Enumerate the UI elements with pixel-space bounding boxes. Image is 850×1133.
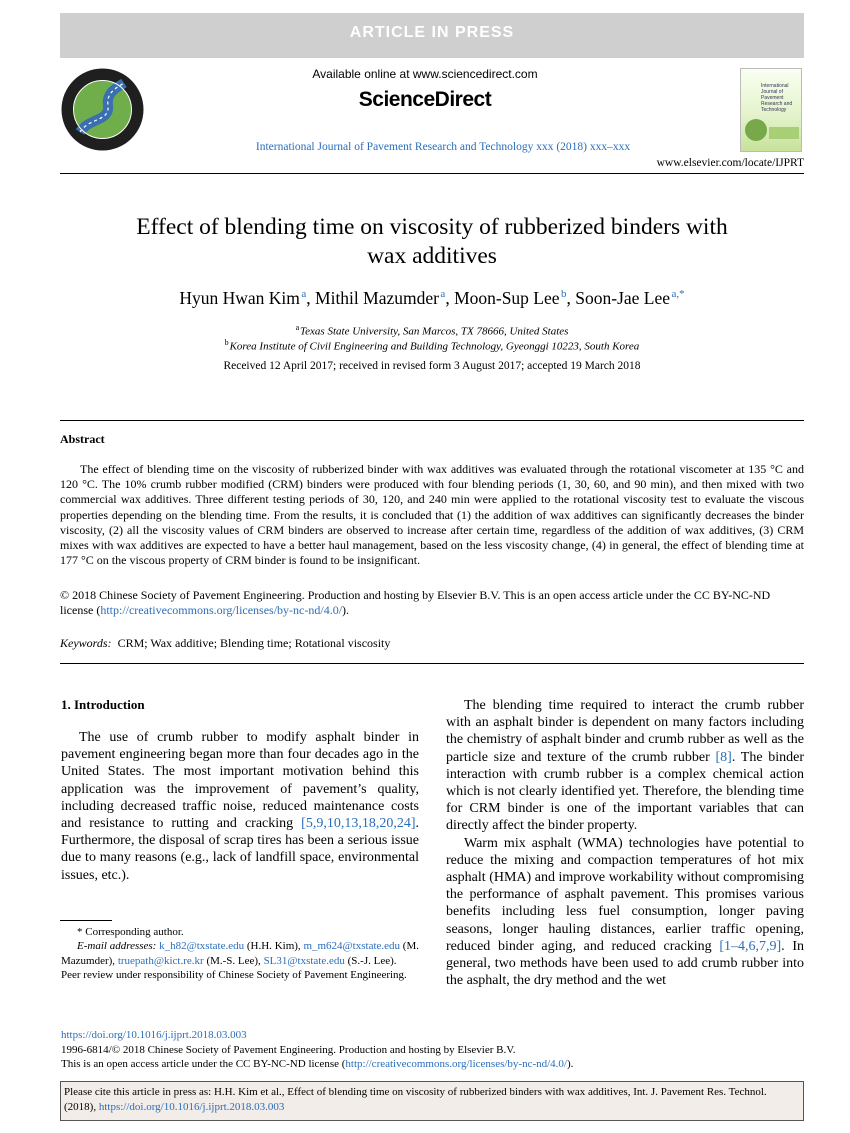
affil-sup: a [295,323,300,332]
paragraph [61,729,419,884]
sciencedirect-logo: ScienceDirect [358,88,492,111]
received-dates: Received 12 April 2017; received in revised form 3 August 2017; accepted 19 March 2018 [223,360,641,372]
author-name: Moon-Sup Lee [454,288,560,308]
email-link[interactable]: truepath@kict.re.kr [117,954,204,967]
paragraph-text: . The binder interaction with crumb rubber is a complex chemical action which is not clearly identified yet. Therefore, the blending time for CRM binder is one of the important variables that can directly affect the binder property. [446,749,805,834]
license-link[interactable]: http://creativecommons.org/licenses/by-nc-nd/4.0/ [100,603,343,618]
journal-citation-line[interactable]: International Journal of Pavement Research and Technology xxx (2018) xxx–xxx [255,141,631,153]
license-end: ). [567,1058,574,1070]
paragraph [446,835,804,990]
cover-graphic-band [769,127,799,139]
paragraph [446,697,804,835]
section-heading-introduction: 1. Introduction [61,697,145,712]
cite-as-box [60,1081,804,1121]
license-text: This is an open access article under the CC BY-NC-ND license ( [61,1058,346,1070]
author-name: Mithil Mazumder [315,288,439,308]
footnotes [61,925,419,982]
copyright-end: ). [342,603,350,618]
affil-marker[interactable]: a,* [671,288,685,300]
author-name: Soon-Jae Lee [575,288,671,308]
title-line-2: wax additives [367,243,497,269]
email-label: E-mail addresses: [77,940,157,953]
abstract-copyright [60,588,804,618]
left-column [61,729,419,884]
keywords-label: Keywords: [60,636,112,650]
keywords [60,636,390,651]
reference-link[interactable]: [8] [715,749,732,765]
affil-text: Texas State University, San Marcos, TX 78666, United States [300,325,569,338]
email-owner: (H.H. Kim), [244,940,304,953]
paragraph-text: Warm mix asphalt (WMA) technologies have potential to reduce the mixing and compaction temperatures of hot mix asphalt (HMA) and improve workability without compromising the performance of asphalt pavement. This promises various benefits including less fuel consumption, longer paving seasons, longer hauling distances, earlier traffic opening, reduced binder aging, and reduced cracking [446,835,804,954]
paragraph-text: . Furthermore, the disposal of scrap tires has been a serious issue due to many reasons (e.g., lack of landfill space, environmental issues, etc.). [61,816,419,883]
license-line [61,1057,805,1072]
keywords-list: CRM; Wax additive; Blending time; Rotational viscosity [117,636,391,650]
email-owner: (M.-S. Lee), [203,954,264,967]
abstract-heading: Abstract [60,432,105,446]
peer-review-note: Peer review under responsibility of Chinese Society of Pavement Engineering. [61,968,407,981]
email-link[interactable]: m_m624@txstate.edu [303,940,401,953]
email-addresses [61,939,419,968]
paragraph-text: The blending time required to interact the crumb rubber with an asphalt binder is dependent on many factors including the chemistry of asphalt binder and crumb rubber as well as the particle size and texture of the crumb rubber [446,698,804,765]
reference-link[interactable]: [1–4,6,7,9] [719,938,782,954]
reference-link[interactable]: [5,9,10,13,18,20,24] [301,816,416,832]
cite-text: Please cite this article in press as: H.H. Kim et al., Effect of blending time on viscosity of rubberized binders with wax additives, Int. J. Pavement Res. Technol. (2018), [64,1086,767,1113]
copyright-text: © 2018 Chinese Society of Pavement Engineering. Production and hosting by Elsevier B.V. This is an open access article under the CC BY-NC-ND license ( [60,588,771,618]
abstract-top-rule [60,420,804,421]
abstract-body [60,462,804,568]
paragraph-text: The use of crumb rubber to modify asphalt binder in pavement engineering began more than four decades ago in the United States. The most important motivation behind this application was the improvement of pavement’s quality, including decreased traffic noise, reduced maintenance costs and resistance to rutting and cracking [61,730,419,832]
paragraph-text: . In general, two methods have been used to add crumb rubber into the asphalt, the dry method and the wet [446,938,804,989]
issn-line: 1996-6814/© 2018 Chinese Society of Pavement Engineering. Production and hosting by Elsevier B.V. [61,1043,516,1056]
cover-graphic [745,119,767,141]
email-owner: (M. Mazumder), [61,940,419,967]
available-online-text: Available online at www.sciencedirect.com [312,67,538,81]
abstract-text: The effect of blending time on the viscosity of rubberized binder with wax additives was evaluated through the rotational viscometer at 135 °C and 120 °C. The 10% crumb rubber modified (CRM) binders were produced with four blending periods (1, 30, 60, and 90 min), and then mixed with two commercial wax additives. Three different testing periods of 30, 120, and 240 min were applied to the rotational viscosity test to evaluate the viscous properties depending on the blending time. From the results, it is concluded that (1) the addition of wax additives can significantly decreases the binder viscosity, (2) all the viscosity values of CRM binders are observed to increase after certain time, regardless of the addition of wax additives, (3) CRM mixes with wax additives are expected to have a better haul management, based on the less viscosity change, (4) in general, the effect of blending time at 177 °C on the viscous property of CRM binder is found to be insignificant. [60,462,804,568]
email-link[interactable]: k_h82@txstate.edu [159,940,245,953]
title-line-1: Effect of blending time on viscosity of rubberized binders with [136,214,728,240]
affil-marker[interactable]: b [561,288,567,300]
right-column [446,697,804,989]
abstract-bottom-rule [60,663,804,664]
affil-marker[interactable]: a [440,288,446,300]
affiliation-a [60,323,804,338]
journal-website[interactable]: www.elsevier.com/locate/IJPRT [656,157,804,169]
license-link[interactable]: http://creativecommons.org/licenses/by-nc-nd/4.0/ [345,1058,567,1070]
journal-cover-icon [740,68,802,152]
doi-link[interactable]: https://doi.org/10.1016/j.ijprt.2018.03.003 [61,1029,247,1041]
author-list: Hyun Hwan Kim $^a$, Mithil Mazumder $^a$, Moon-Sup Lee $^b$, Soon-Jae Lee $^{a,*}$ [179,288,685,308]
affil-text: Korea Institute of Civil Engineering and Building Technology, Gyeonggi 10223, South Korea [229,340,640,353]
article-in-press-banner: ARTICLE IN PRESS [60,13,804,58]
author-name: Hyun Hwan Kim [179,288,300,308]
affiliation-b [60,338,804,353]
article-title [60,213,804,271]
footnote-rule [60,920,112,921]
affil-marker[interactable]: a [301,288,307,300]
cover-title: International Journal of Pavement Research and Technology [761,83,793,113]
bottom-metadata [61,1028,805,1072]
cite-doi-link[interactable]: https://doi.org/10.1016/j.ijprt.2018.03.003 [98,1100,285,1113]
header-rule [60,173,804,174]
affil-sup: b [224,338,229,347]
email-link[interactable]: SL31@txstate.edu [263,954,345,967]
email-owner: (S.-J. Lee). [344,954,397,967]
corresponding-author-note: * Corresponding author. [77,926,184,938]
